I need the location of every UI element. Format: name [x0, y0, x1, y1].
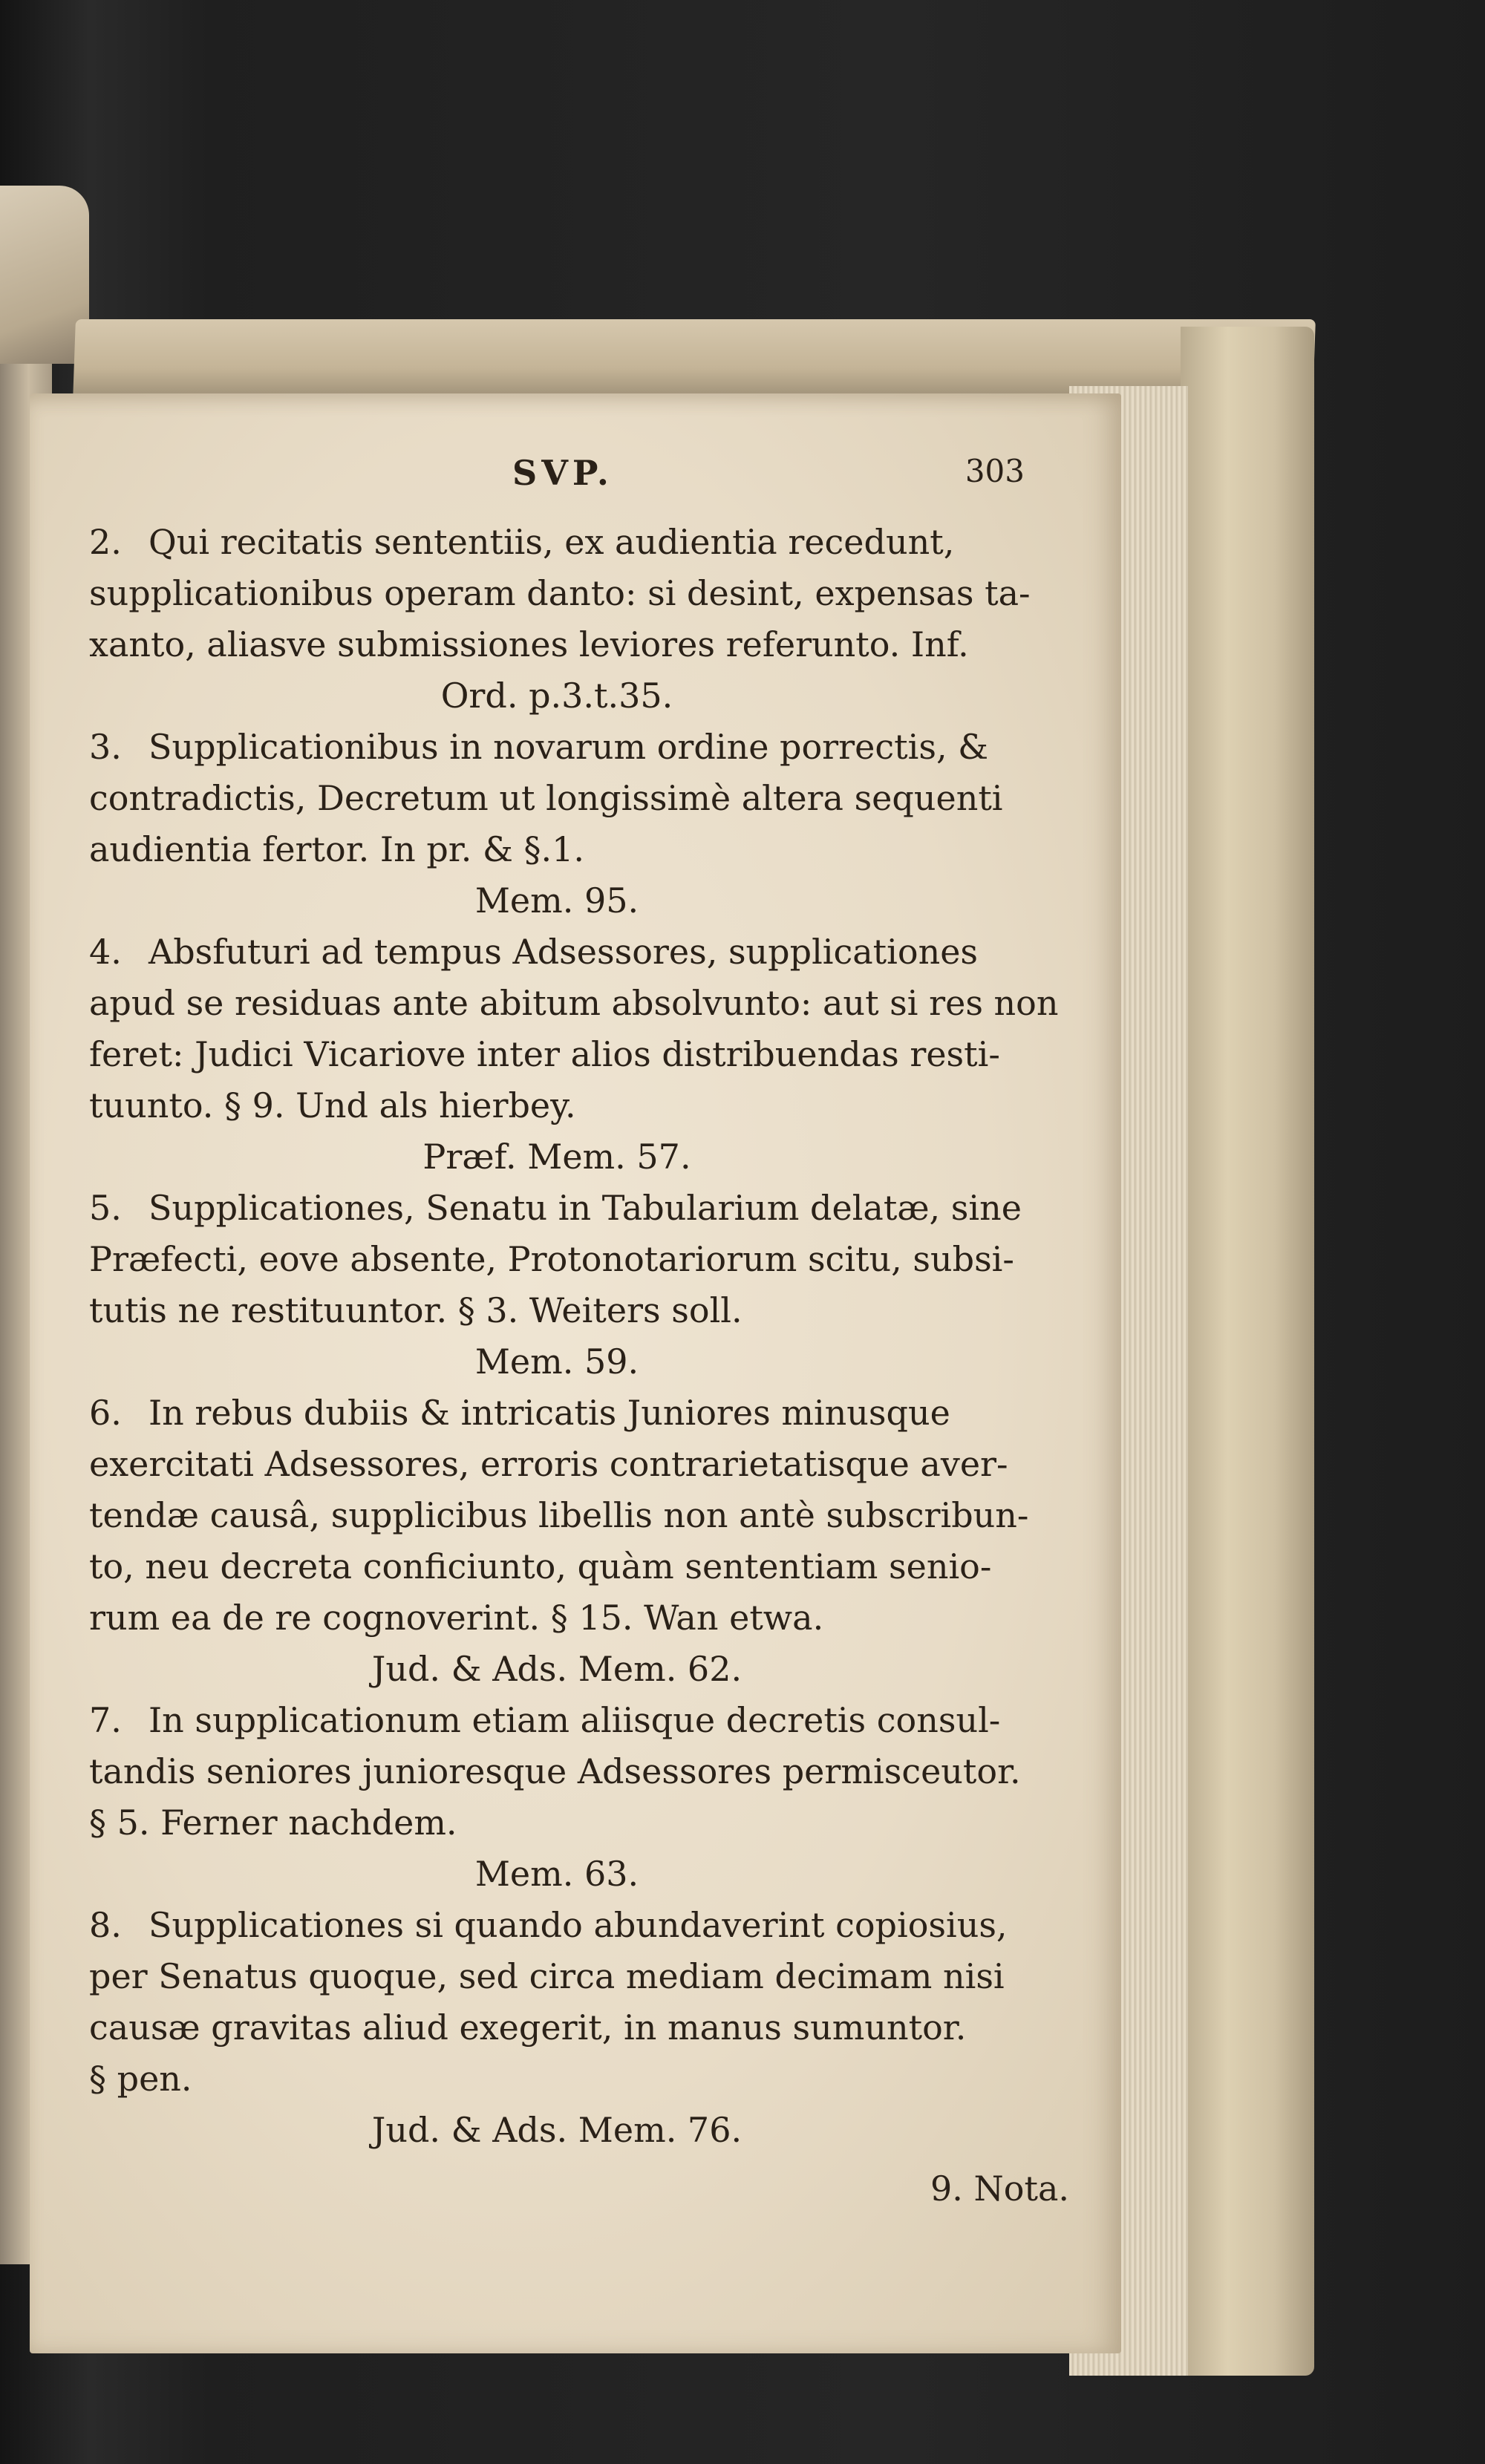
line-text: causæ gravitas aliud exegerit, in manus sumuntor. [89, 2007, 967, 2048]
line-text: tutis ne restituuntor. § 3. Weiters soll. [89, 1290, 742, 1330]
paragraph-number: 7. [89, 1700, 122, 1740]
line-text: Præfecti, eove absente, Protonotariorum scitu, subsi- [89, 1239, 1014, 1279]
line-text: per Senatus quoque, sed circa mediam decimam nisi [89, 1956, 1005, 1996]
text-line [89, 1493, 1029, 1537]
text-line [89, 1698, 1025, 1742]
text-line [89, 2056, 1025, 2101]
reference-text: Præf. Mem. 57. [422, 1137, 691, 1177]
book-page [30, 393, 1121, 2353]
line-text: exercitati Adsessores, erroris contrarietatisque aver- [89, 1444, 1008, 1484]
line-text: § 5. Ferner nachdem. [89, 1803, 457, 1843]
line-text: supplicationibus operam danto: si desint, expensas ta- [89, 573, 1031, 613]
reference-line [89, 1339, 1025, 1384]
line-text: tandis seniores junioresque Adsessores permisceutor. [89, 1751, 1021, 1791]
text-line [89, 1749, 1025, 1794]
line-text: § pen. [89, 2059, 192, 2099]
reference-line [89, 1852, 1025, 1896]
reference-text: Jud. & Ads. Mem. 76. [371, 2110, 742, 2150]
reference-text: Mem. 95. [474, 880, 639, 921]
text-line [89, 981, 1059, 1025]
reference-text: Mem. 63. [474, 1854, 639, 1894]
line-text: rum ea de re cognoverint. § 15. Wan etwa. [89, 1598, 824, 1638]
line-text: tuunto. § 9. Und als hierbey. [89, 1085, 576, 1125]
text-line [89, 1544, 1025, 1589]
line-text: Supplicationibus in novarum ordine porrectis, & [148, 727, 989, 767]
reference-line [89, 673, 1025, 718]
reference-text: Mem. 59. [474, 1342, 639, 1382]
text-line [89, 571, 1031, 615]
paragraph-number: 8. [89, 1905, 122, 1945]
reference-text: Ord. p.3.t.35. [440, 676, 673, 716]
text-line [89, 1186, 1025, 1230]
text-line [89, 929, 1025, 974]
text-line [89, 725, 1025, 769]
line-text: Qui recitatis sententiis, ex audientia recedunt, [148, 522, 955, 562]
reference-line [89, 878, 1025, 923]
text-line [89, 1954, 1025, 1999]
text-line [89, 776, 1025, 820]
text-line [89, 1083, 1025, 1128]
line-text: Supplicationes, Senatu in Tabularium delatæ, sine [148, 1188, 1022, 1228]
text-line [89, 1237, 1025, 1281]
line-text: In supplicationum etiam aliisque decretis consul- [148, 1700, 1001, 1740]
line-text: tendæ causâ, supplicibus libellis non antè subscribun- [89, 1495, 1029, 1535]
paragraph-number: 2. [89, 522, 122, 562]
text-line [89, 622, 1025, 667]
paragraph-number: 3. [89, 727, 122, 767]
line-text: feret: Judici Vicariove inter alios distribuendas resti- [89, 1034, 1000, 1074]
text-line [89, 1595, 1025, 1640]
text-line [89, 2005, 1025, 2050]
line-text: xanto, aliasve submissiones leviores referunto. Inf. [89, 624, 969, 664]
reference-line [89, 2108, 1025, 2152]
reference-text: Jud. & Ads. Mem. 62. [371, 1649, 742, 1689]
text-line [89, 1288, 1025, 1333]
line-text: In rebus dubiis & intricatis Juniores minusque [148, 1393, 950, 1433]
reference-line [89, 1647, 1025, 1691]
text-line [89, 520, 1025, 564]
text-line [89, 827, 1025, 872]
page-number: 303 [965, 453, 1025, 489]
reference-line [89, 1134, 1025, 1179]
paragraph-number: 4. [89, 932, 122, 972]
text-line [89, 1391, 1025, 1435]
text-line [89, 1442, 1025, 1486]
text-line [89, 1032, 1025, 1076]
text-line [89, 1800, 1025, 1845]
book-cover-right [1181, 327, 1314, 2376]
line-text: Absfuturi ad tempus Adsessores, supplicationes [148, 932, 979, 972]
paragraph-number: 6. [89, 1393, 122, 1433]
running-head [89, 453, 1025, 497]
page-title: SVP. [512, 453, 613, 493]
line-text: contradictis, Decretum ut longissimè altera sequenti [89, 778, 1003, 818]
text-line [89, 1903, 1025, 1947]
line-text: to, neu decreta conficiunto, quàm sententiam senio- [89, 1546, 992, 1586]
paragraph-number: 5. [89, 1188, 122, 1228]
line-text: audientia fertor. In pr. & §.1. [89, 829, 585, 869]
catchword: 9. Nota. [930, 2169, 1069, 2209]
line-text: apud se residuas ante abitum absolvunto: aut si res non [89, 983, 1059, 1023]
line-text: Supplicationes si quando abundaverint copiosius, [148, 1905, 1008, 1945]
